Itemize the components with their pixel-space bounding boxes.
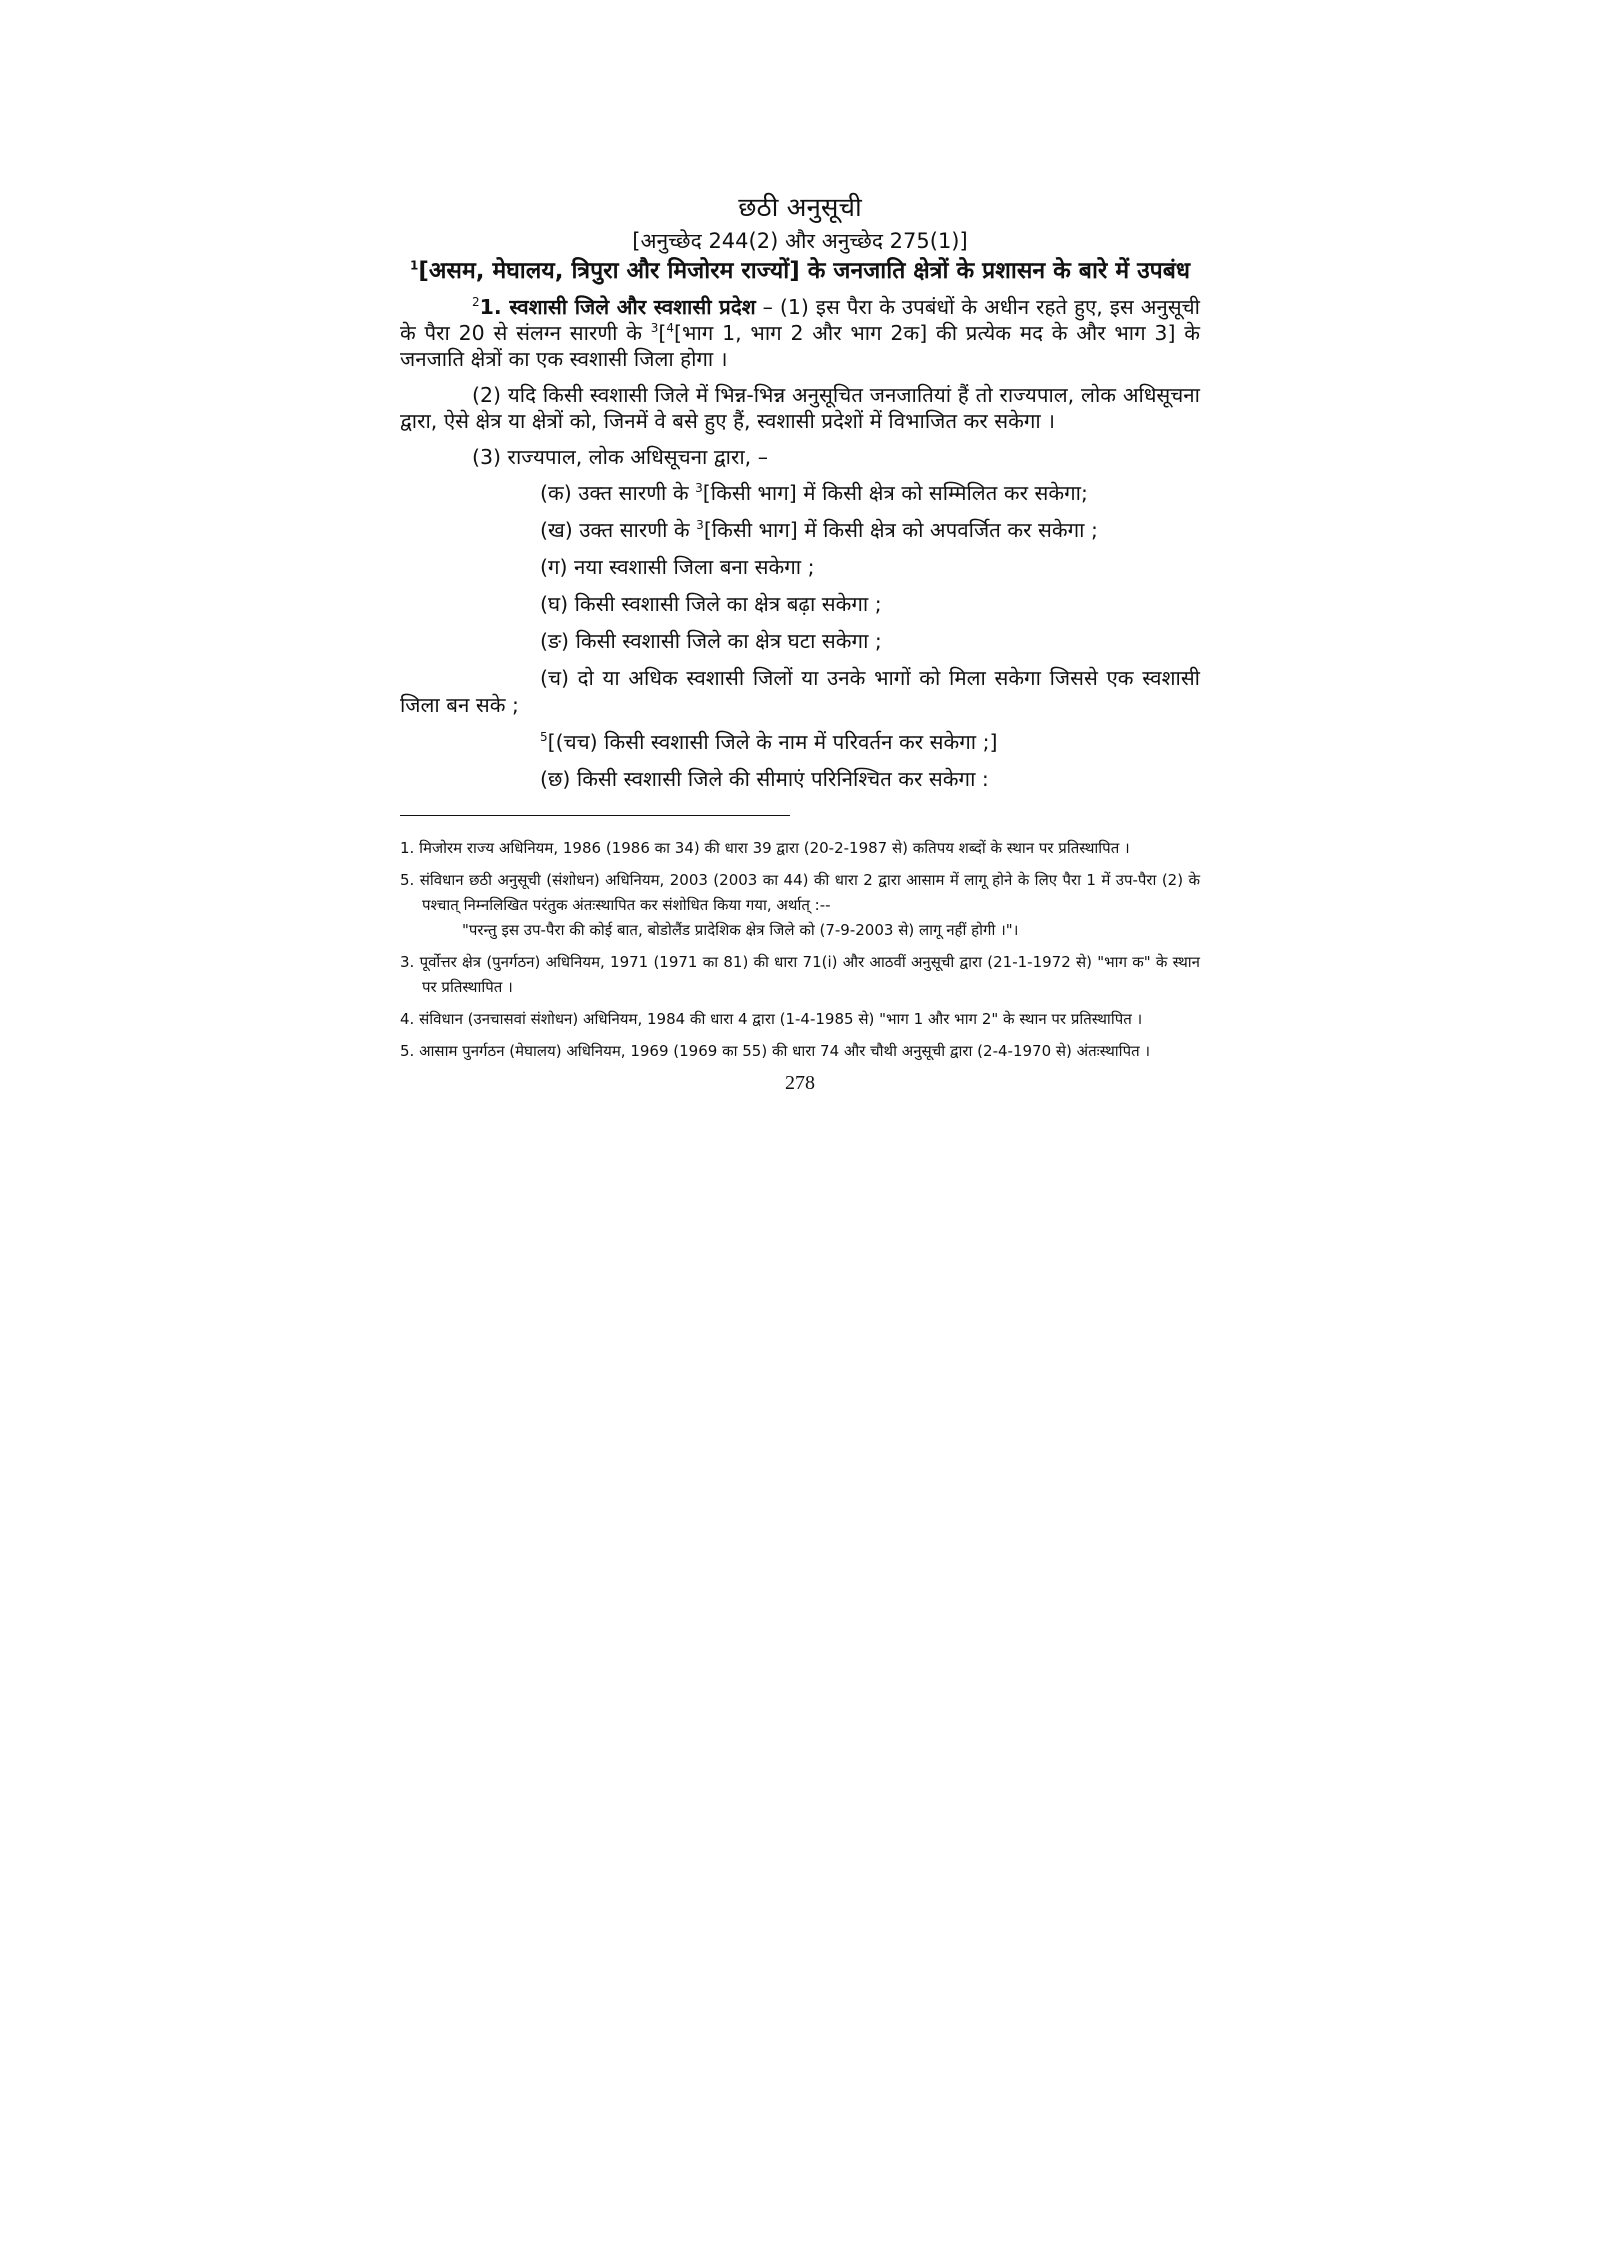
paragraph-1-text-end: [भाग 1, भाग 2 और भाग 2क] की प्रत्येक मद के और भाग 3] के जनजाति क्षेत्रों का एक स्वशासी जिला होगा ।	[400, 321, 1200, 371]
footnote-marker: 1	[409, 258, 419, 273]
clause-chha: (छ) किसी स्वशासी जिले की सीमाएं परिनिश्चित कर सकेगा :	[540, 767, 989, 791]
footnote-number: 3.	[400, 953, 415, 971]
footnote-marker: 2	[472, 295, 480, 310]
clause-chacha	[400, 729, 1200, 756]
footnote-text: संविधान छठी अनुसूची (संशोधन) अधिनियम, 2003 (2003 का 44) की धारा 2 द्वारा आसाम में लागू होने के लिए पैरा 1 में उप-पैरा (2) के पश्चात् निम्नलिखित परंतुक अंतःस्थापित कर संशोधित किया गया, अर्थात् :--	[419, 871, 1200, 914]
clause-ka-text: (क) उक्त सारणी के	[540, 481, 696, 505]
paragraph-3-lead: (3) राज्यपाल, लोक अधिसूचना द्वारा, –	[472, 445, 768, 469]
footnote	[400, 836, 1200, 861]
paragraph-1-bracket: [	[658, 321, 667, 345]
clause-kha-text: (ख) उक्त सारणी के	[540, 518, 697, 542]
footnote-number: 4.	[400, 1010, 415, 1028]
footnote-text: आसाम पुनर्गठन (मेघालय) अधिनियम, 1969 (1969 का 55) की धारा 74 और चौथी अनुसूची द्वारा (2-4-1970 से) अंतःस्थापित ।	[419, 1042, 1151, 1060]
clause-ka	[400, 480, 1200, 507]
footnote-quote: "परन्तु इस उप-पैरा की कोई बात, बोडोलैंड प्रादेशिक क्षेत्र जिले को (7-9-2003 से) लागू नहीं होगी ।"।	[462, 921, 1019, 939]
clause-nga: (ङ) किसी स्वशासी जिले का क्षेत्र घटा सकेगा ;	[540, 629, 882, 653]
clause-kha-text-end: [किसी भाग] में किसी क्षेत्र को अपवर्जित कर सकेगा ;	[703, 518, 1098, 542]
clause-kha	[400, 517, 1200, 544]
footnote-text: संविधान (उनचासवां संशोधन) अधिनियम, 1984 की धारा 4 द्वारा (1-4-1985 से) "भाग 1 और भाग 2" के स्थान पर प्रतिस्थापित ।	[419, 1010, 1143, 1028]
article-reference: [अनुच्छेद 244(2) और अनुच्छेद 275(1)]	[632, 229, 968, 253]
section-heading	[400, 256, 1200, 286]
footnote-marker: 5	[540, 730, 548, 745]
footnote-marker: 3	[650, 321, 659, 336]
footnote	[400, 868, 1200, 943]
footnote	[400, 1039, 1200, 1064]
paragraph-1	[400, 294, 1200, 372]
footnote-marker: 3	[696, 518, 704, 533]
page-number: 278	[785, 1072, 815, 1094]
footnote	[400, 1007, 1200, 1032]
clause-ga: (ग) नया स्वशासी जिला बना सकेगा ;	[540, 555, 815, 579]
footnote-number: 5.	[400, 1042, 415, 1060]
footnote	[400, 950, 1200, 1000]
footnote-marker: 4	[666, 321, 675, 336]
document-page	[400, 190, 1200, 1095]
clause-chacha-text: [(चच) किसी स्वशासी जिले के नाम में परिवर्तन कर सकेगा ;]	[547, 730, 998, 754]
footnote-number: 1.	[400, 839, 415, 857]
footnote-text: मिजोरम राज्य अधिनियम, 1986 (1986 का 34) की धारा 39 द्वारा (20-2-1987 से) कतिपय शब्दों के स्थान पर प्रतिस्थापित ।	[419, 839, 1130, 857]
clause-gha: (घ) किसी स्वशासी जिले का क्षेत्र बढ़ा सकेगा ;	[540, 592, 882, 616]
schedule-title: छठी अनुसूची	[738, 193, 862, 223]
section-heading-text: [असम, मेघालय, त्रिपुरा और मिजोरम राज्यों] के जनजाति क्षेत्रों के प्रशासन के बारे में उपबंध	[418, 258, 1191, 284]
paragraph-1-text: – (1) इस पैरा के उपबंधों के अधीन रहते हुए, इस अनुसूची के पैरा 20 से संलग्न सारणी के	[400, 295, 1200, 345]
clause-ka-text-end: [किसी भाग] में किसी क्षेत्र को सम्मिलित कर सकेगा;	[702, 481, 1088, 505]
paragraph-1-title: 1. स्वशासी जिले और स्वशासी प्रदेश	[479, 295, 756, 319]
paragraph-2: (2) यदि किसी स्वशासी जिले में भिन्न-भिन्न अनुसूचित जनजातियां हैं तो राज्यपाल, लोक अधिसूचना द्वारा, ऐसे क्षेत्र या क्षेत्रों को, जिनमें वे बसे हुए हैं, स्वशासी प्रदेशों में विभाजित कर सकेगा ।	[400, 383, 1200, 433]
footnote-number: 5.	[400, 871, 415, 889]
footnote-marker: 3	[695, 481, 703, 496]
footnotes	[400, 836, 1200, 1064]
footnote-divider	[400, 815, 790, 816]
clause-cha: (च) दो या अधिक स्वशासी जिलों या उनके भागों को मिला सकेगा जिससे एक स्वशासी जिला बन सके ;	[400, 666, 1200, 717]
footnote-text: पूर्वोत्तर क्षेत्र (पुनर्गठन) अधिनियम, 1971 (1971 का 81) की धारा 71(i) और आठवीं अनुसूची द्वारा (21-1-1972 से) "भाग क" के स्थान पर प्रतिस्थापित ।	[419, 953, 1200, 996]
